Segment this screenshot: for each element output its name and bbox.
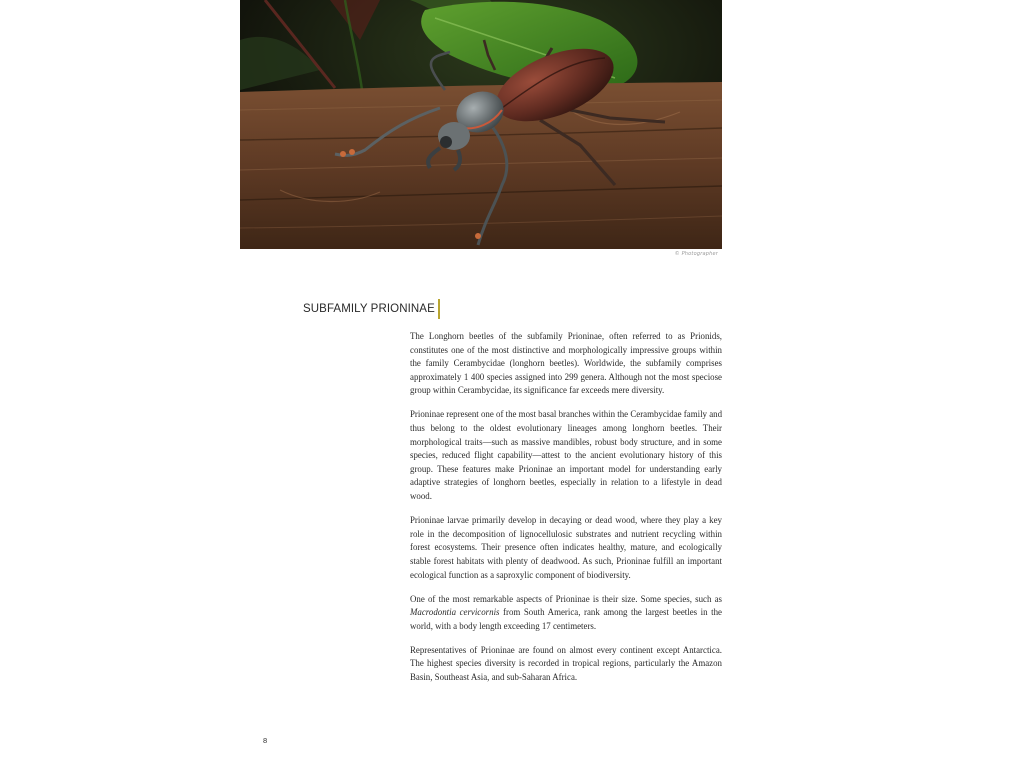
paragraph	[410, 593, 722, 634]
paragraph-text: from South America, rank among the largest beetles in the world, with a body length exceeding 17 centimeters.	[410, 607, 722, 631]
paragraph: Prioninae larvae primarily develop in decaying or dead wood, where they play a key role in the decomposition of lignocellulosic substrates and nutrient recycling within forest ecosystems. Their presence often indicates healthy, mature, and ecologically stable forest habitats with plenty of deadwood. As such, Prioninae fulfill an important ecological function as a saproxylic component of biodiversity.	[410, 515, 722, 580]
paragraph: Prioninae represent one of the most basal branches within the Cerambycidae family and thus belong to the oldest evolutionary lineages among longhorn beetles. Their morphological traits—such as massive mandibles, robust body structure, and in some species, reduced flight capability—attest to the ancient evolutionary history of this group. These features make Prioninae an important model for understanding early adaptive strategies of longhorn beetles, especially in relation to a lifestyle in dead wood.	[410, 409, 722, 502]
beetle-photo	[240, 0, 722, 249]
section-title: SUBFAMILY PRIONINAE	[303, 299, 440, 319]
photo-credit: © Photographer	[674, 251, 718, 257]
species-name: Macrodontia cervicornis	[410, 607, 500, 618]
paragraph-text: One of the most remarkable aspects of Prioninae is their size. Some species, such as	[410, 593, 722, 604]
article-body	[410, 330, 722, 695]
paragraph: Representatives of Prioninae are found on almost every continent except Antarctica. The highest species diversity is recorded in tropical regions, particularly the Amazon Basin, Southeast Asia, and sub-Saharan Africa.	[410, 644, 722, 683]
page-number: 8	[263, 736, 268, 745]
book-page	[240, 0, 722, 768]
paragraph: The Longhorn beetles of the subfamily Prioninae, often referred to as Prionids, constitutes one of the most distinctive and morphologically impressive groups within the family Cerambycidae (longhorn beetles). Worldwide, the subfamily comprises approximately 1 400 species assigned into 299 genera. Although not the most speciose group within Cerambycidae, its significance far exceeds mere diversity.	[410, 331, 722, 396]
